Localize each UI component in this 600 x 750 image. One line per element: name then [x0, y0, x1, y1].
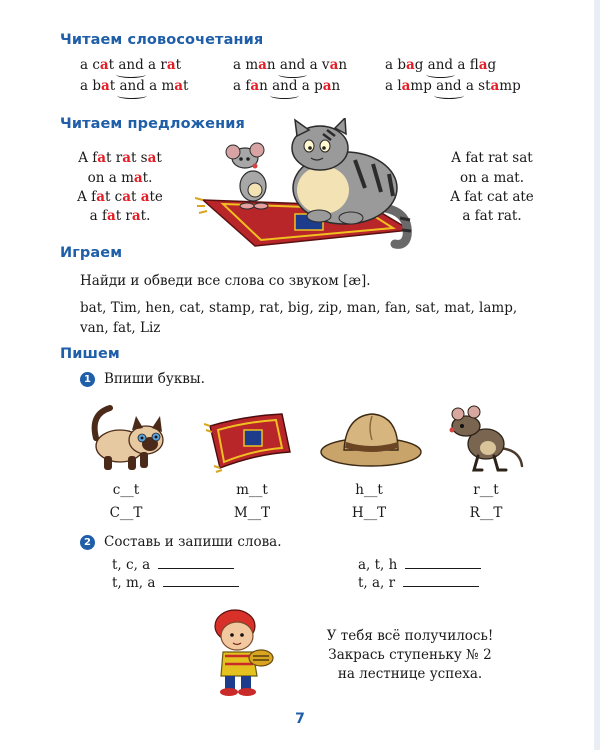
page-number: 7 — [295, 711, 305, 727]
cat-icon — [88, 400, 170, 474]
scramble-row: a, t, h — [358, 557, 481, 573]
section-title-sentences: Читаем предложения — [60, 116, 245, 132]
fill-in-word-upper: M__T — [233, 505, 271, 521]
rat-icon — [440, 400, 526, 474]
hat-icon — [318, 410, 424, 470]
phrase-line: a lamp and a stamp — [385, 78, 521, 94]
fill-in-word-lower: h__t — [355, 482, 383, 498]
section-title-phrases: Читаем словосочетания — [60, 32, 264, 48]
phrase-line: a bag and a flag — [385, 57, 497, 73]
phrase-line: a cat and a rat — [80, 57, 182, 73]
cat-and-rat-on-carpet-illustration — [195, 118, 427, 252]
sentence-line: on a mat. — [459, 170, 525, 186]
phrase-line: a fan and a pan — [233, 78, 341, 94]
sentence-line: a fat rat. — [89, 208, 151, 224]
task-text: Составь и запиши слова. — [104, 534, 282, 550]
scramble-row: t, m, a — [112, 575, 239, 591]
scramble-row: t, a, r — [358, 575, 479, 591]
carpet-icon — [204, 410, 296, 474]
fill-in-word-upper: H__T — [351, 505, 387, 521]
section-title-write: Пишем — [60, 346, 120, 362]
sentence-line: A fat rat sat — [451, 150, 533, 166]
fill-in-word-lower: m__t — [236, 482, 268, 498]
task-text: Впиши буквы. — [104, 371, 205, 387]
word-list-line-2: van, fat, Liz — [80, 320, 161, 336]
sentence-line: A fat rat sat — [78, 150, 162, 166]
success-message-line: У тебя всё получилось! — [326, 628, 494, 644]
sentence-line: on a mat. — [87, 170, 153, 186]
success-message-line: на лестнице успеха. — [337, 666, 483, 682]
fill-in-word-lower: r__t — [473, 482, 499, 498]
phrase-line: a bat and a mat — [80, 78, 189, 94]
instruction-text: Найди и обведи все слова со звуком [æ]. — [80, 273, 371, 289]
success-message-line: Закрась ступеньку № 2 — [328, 647, 492, 663]
section-title-play: Играем — [60, 245, 123, 261]
sentence-line: A fat cat ate — [77, 189, 163, 205]
answer-line[interactable] — [405, 567, 481, 569]
answer-line[interactable] — [163, 585, 239, 587]
task-number-badge: 1 — [80, 372, 95, 387]
fill-in-word-lower: c__t — [112, 482, 140, 498]
task-number-badge: 2 — [80, 535, 95, 550]
sentence-line: A fat cat ate — [450, 189, 534, 205]
fill-in-word-upper: R__T — [469, 505, 503, 521]
scramble-row: t, c, a — [112, 557, 234, 573]
answer-line[interactable] — [158, 567, 234, 569]
sentence-line: a fat rat. — [462, 208, 522, 224]
phrase-line: a man and a van — [233, 57, 348, 73]
fill-in-word-upper: C__T — [109, 505, 143, 521]
boy-icon — [205, 606, 285, 698]
answer-line[interactable] — [403, 585, 479, 587]
word-list-line-1: bat, Tim, hen, cat, stamp, rat, big, zip, man, fan, sat, mat, lamp, — [80, 300, 518, 316]
